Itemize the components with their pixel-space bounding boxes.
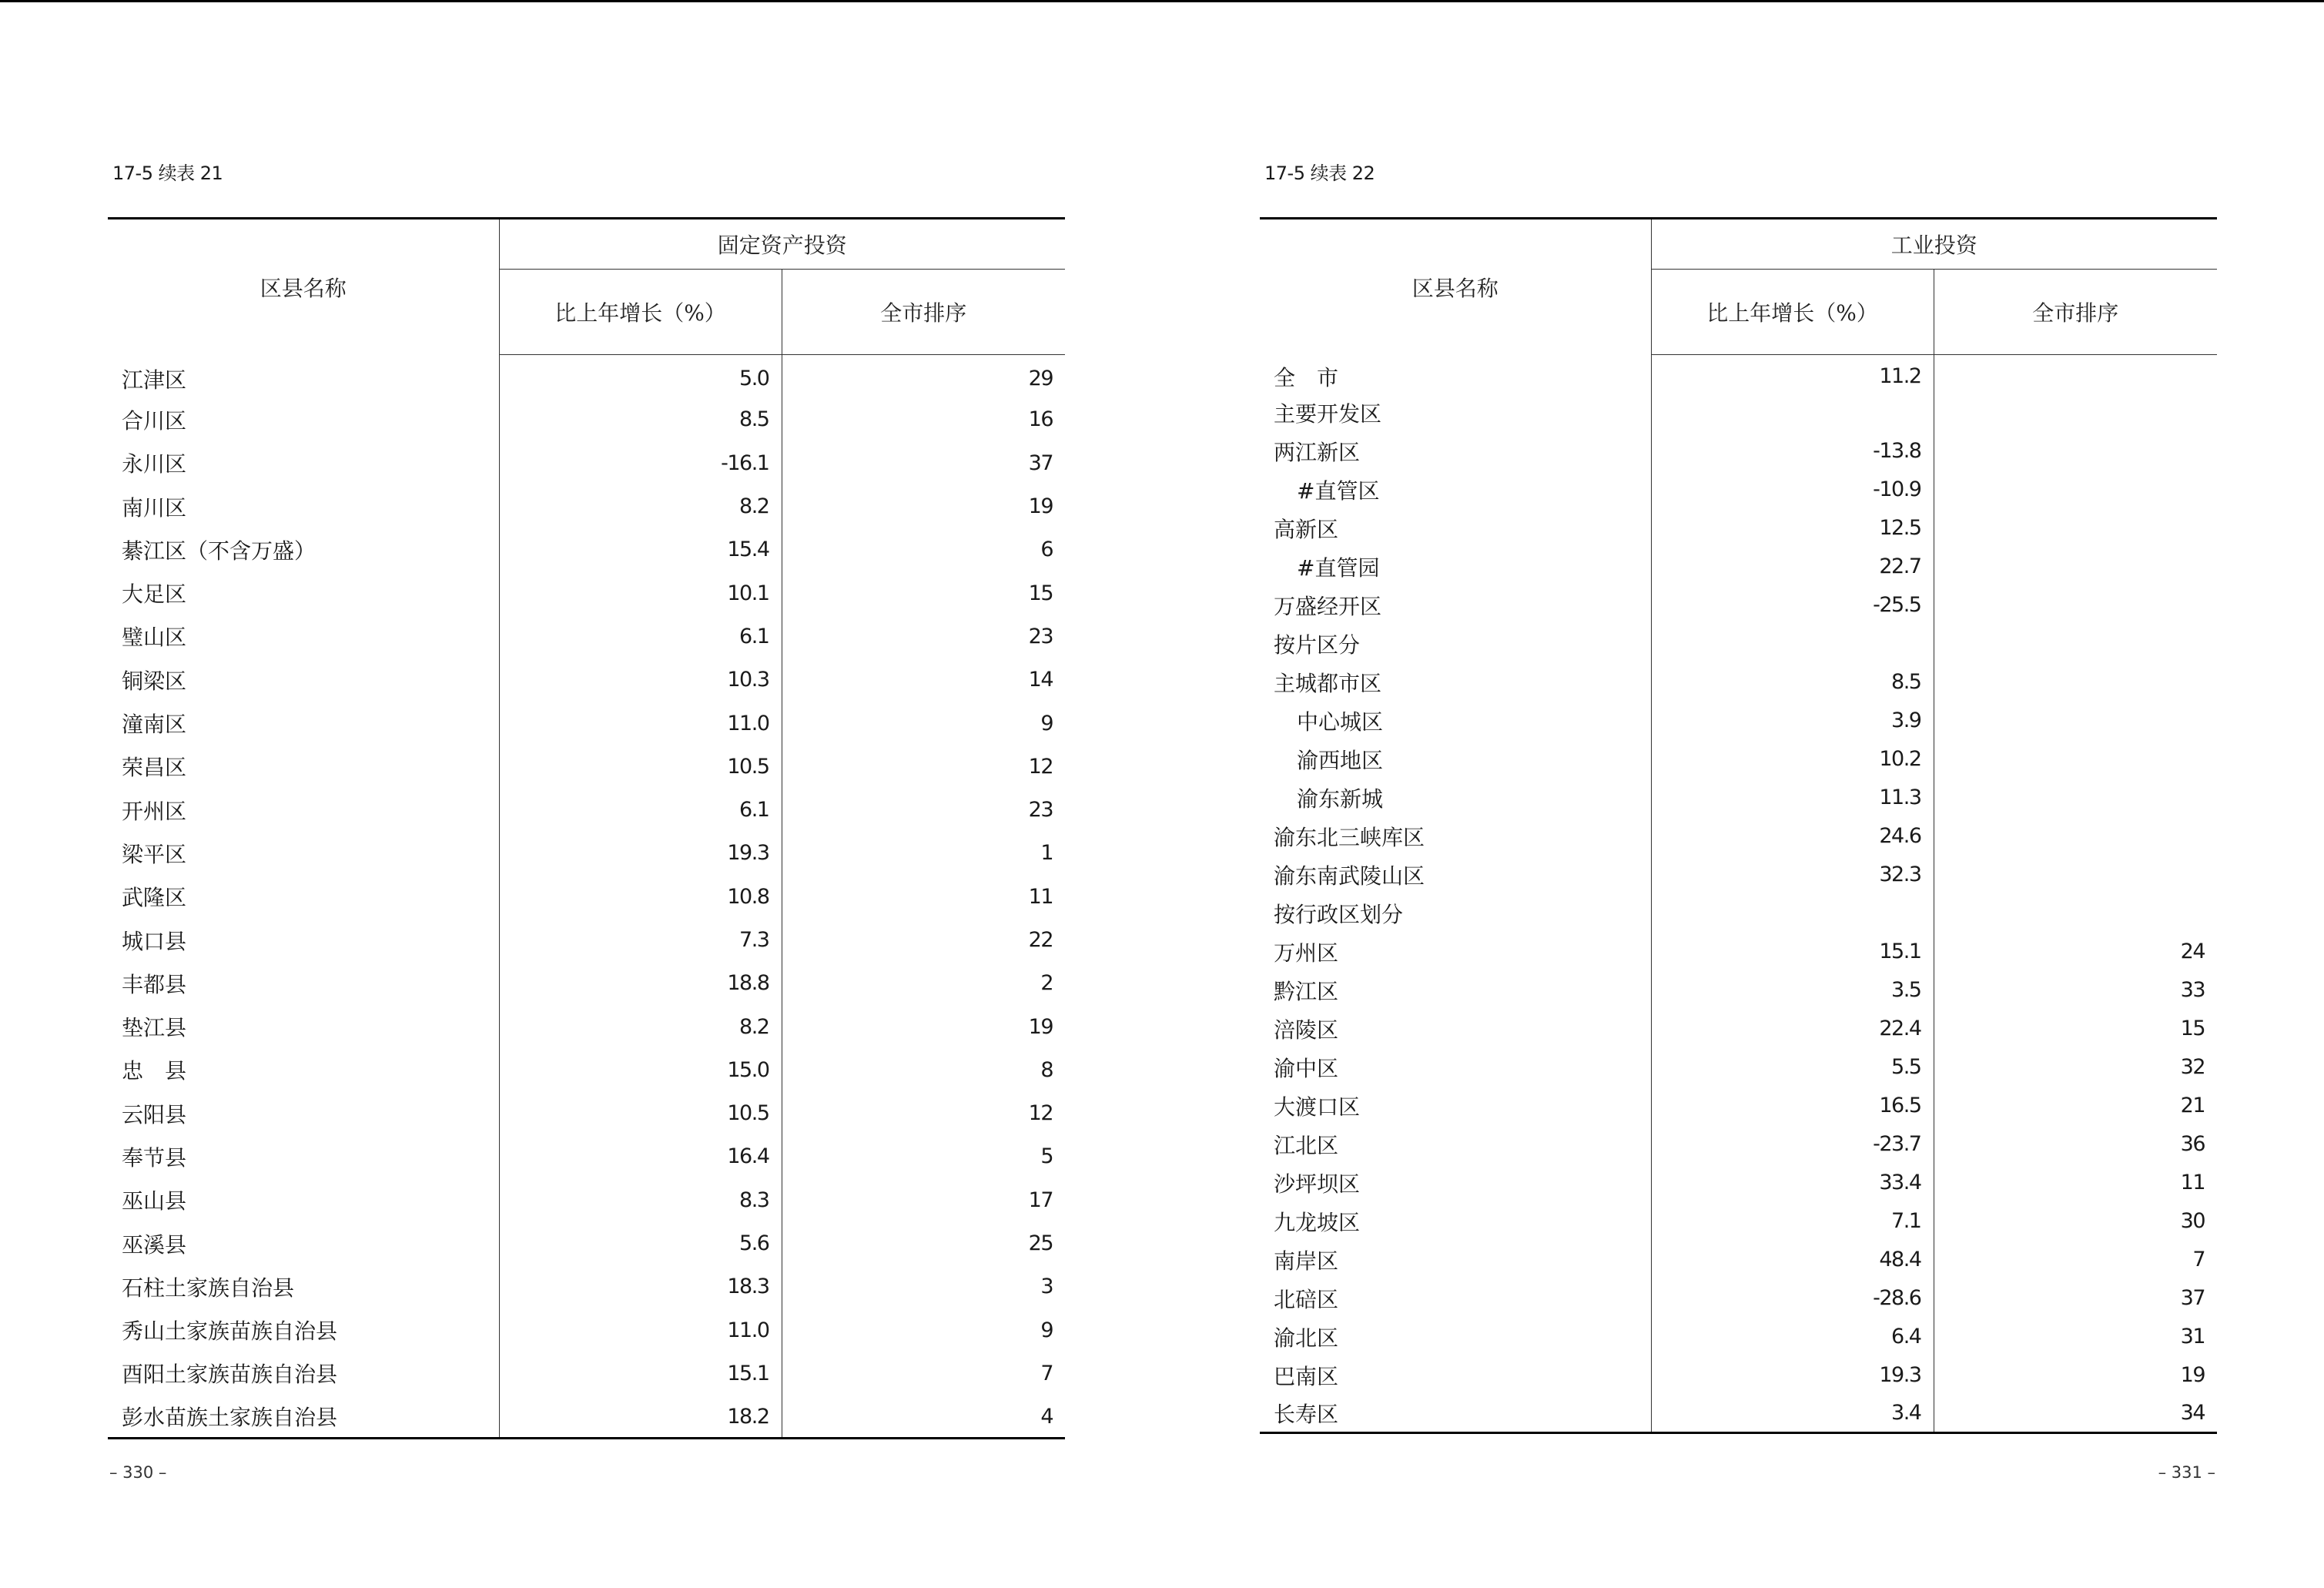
growth-cell: 7.3 bbox=[499, 918, 782, 961]
growth-cell: 48.4 bbox=[1651, 1241, 1934, 1279]
growth-cell: 10.2 bbox=[1651, 740, 1934, 779]
rank-cell bbox=[1934, 625, 2217, 663]
table-row bbox=[1260, 933, 2217, 971]
table-row bbox=[1260, 1279, 2217, 1318]
district-name-cell: 奉节县 bbox=[108, 1135, 499, 1178]
rank-cell: 19 bbox=[1028, 494, 1053, 519]
growth-cell: 10.8 bbox=[499, 875, 782, 918]
district-name-cell: 武隆区 bbox=[108, 875, 499, 918]
rank-cell: 32 bbox=[2180, 1055, 2205, 1079]
table-row bbox=[1260, 1241, 2217, 1279]
table-row bbox=[108, 788, 1065, 831]
table-row bbox=[108, 1048, 1065, 1091]
district-name-cell: 南岸区 bbox=[1260, 1241, 1651, 1279]
rank-cell bbox=[1934, 817, 2217, 856]
rank-cell: 30 bbox=[2180, 1209, 2205, 1233]
table-row bbox=[1260, 1356, 2217, 1395]
growth-cell: 6.4 bbox=[1651, 1318, 1934, 1356]
rank-cell: 7 bbox=[2192, 1248, 2205, 1271]
rank-cell bbox=[1934, 740, 2217, 779]
district-name-cell: 秀山土家族苗族自治县 bbox=[108, 1308, 499, 1352]
growth-cell: 33.4 bbox=[1651, 1164, 1934, 1202]
growth-cell: 10.5 bbox=[499, 745, 782, 788]
table-row bbox=[108, 702, 1065, 745]
rank-cell: 9 bbox=[1040, 1318, 1053, 1342]
growth-cell: 7.1 bbox=[1651, 1202, 1934, 1241]
industrial-investment-table bbox=[1260, 217, 2217, 1434]
rank-cell: 15 bbox=[1028, 581, 1053, 605]
table-row bbox=[108, 398, 1065, 441]
growth-cell: 10.3 bbox=[499, 658, 782, 702]
table-row bbox=[108, 1265, 1065, 1308]
district-name-cell: 九龙坡区 bbox=[1260, 1202, 1651, 1241]
rank-cell: 8 bbox=[1040, 1057, 1053, 1082]
district-name-cell: 全 市 bbox=[1260, 355, 1651, 394]
rank-cell bbox=[1934, 856, 2217, 894]
growth-cell: 24.6 bbox=[1651, 817, 1934, 856]
table-row bbox=[1260, 1010, 2217, 1048]
right-page bbox=[1260, 0, 2217, 1588]
table-caption: 17-5 续表 22 bbox=[1264, 162, 1375, 184]
growth-cell: 32.3 bbox=[1651, 856, 1934, 894]
rank-cell bbox=[1934, 702, 2217, 740]
table-row bbox=[1260, 817, 2217, 856]
growth-cell: 5.0 bbox=[499, 355, 782, 398]
table-row bbox=[108, 1221, 1065, 1265]
page-number: – 330 – bbox=[109, 1463, 167, 1482]
growth-cell: 12.5 bbox=[1651, 509, 1934, 548]
district-name-cell: 城口县 bbox=[108, 918, 499, 961]
rank-cell bbox=[1934, 548, 2217, 586]
district-name-cell: 江津区 bbox=[108, 355, 499, 398]
growth-cell: -16.1 bbox=[499, 441, 782, 484]
rank-cell: 4 bbox=[1040, 1404, 1053, 1429]
growth-cell bbox=[1651, 625, 1934, 663]
rank-cell bbox=[1934, 663, 2217, 702]
left-page bbox=[108, 0, 1065, 1588]
growth-cell: 19.3 bbox=[1651, 1356, 1934, 1395]
table-row bbox=[1260, 471, 2217, 509]
rank-cell: 17 bbox=[1028, 1188, 1053, 1212]
growth-cell: 3.5 bbox=[1651, 971, 1934, 1010]
rank-cell: 25 bbox=[1028, 1231, 1053, 1256]
growth-cell: 15.0 bbox=[499, 1048, 782, 1091]
column-header-growth: 比上年增长（%） bbox=[1651, 270, 1934, 355]
district-name-cell: 忠 县 bbox=[108, 1048, 499, 1091]
table-row bbox=[108, 1005, 1065, 1048]
district-name-cell: 按行政区划分 bbox=[1260, 894, 1651, 933]
table-row bbox=[108, 832, 1065, 875]
growth-cell: 8.2 bbox=[499, 484, 782, 528]
growth-cell: -28.6 bbox=[1651, 1279, 1934, 1318]
district-name-cell: 云阳县 bbox=[108, 1092, 499, 1135]
column-group-header: 工业投资 bbox=[1651, 219, 2217, 270]
column-header-district: 区县名称 bbox=[1260, 219, 1651, 355]
district-name-cell: 万盛经开区 bbox=[1260, 586, 1651, 625]
district-name-cell: 大渡口区 bbox=[1260, 1087, 1651, 1125]
growth-cell: -23.7 bbox=[1651, 1125, 1934, 1164]
growth-cell: 8.5 bbox=[1651, 663, 1934, 702]
table-row bbox=[108, 1092, 1065, 1135]
table-row bbox=[108, 1308, 1065, 1352]
column-header-growth: 比上年增长（%） bbox=[499, 270, 782, 355]
district-name-cell: 两江新区 bbox=[1260, 432, 1651, 471]
district-name-cell: 主城都市区 bbox=[1260, 663, 1651, 702]
table-row bbox=[1260, 586, 2217, 625]
district-name-cell: 荣昌区 bbox=[108, 745, 499, 788]
growth-cell: -10.9 bbox=[1651, 471, 1934, 509]
rank-cell: 36 bbox=[2180, 1132, 2205, 1156]
district-name-cell: 渝东北三峡库区 bbox=[1260, 817, 1651, 856]
rank-cell bbox=[1934, 894, 2217, 933]
district-name-cell: 璧山区 bbox=[108, 615, 499, 658]
rank-cell: 21 bbox=[2180, 1094, 2205, 1117]
table-row bbox=[1260, 1318, 2217, 1356]
rank-cell: 12 bbox=[1028, 1101, 1053, 1126]
growth-cell: 5.6 bbox=[499, 1221, 782, 1265]
district-name-cell: 渝西地区 bbox=[1260, 740, 1651, 779]
table-row bbox=[1260, 1087, 2217, 1125]
table-row bbox=[108, 918, 1065, 961]
rank-cell: 7 bbox=[1040, 1361, 1053, 1385]
table-row bbox=[108, 658, 1065, 702]
table-row bbox=[1260, 894, 2217, 933]
table-row bbox=[1260, 1395, 2217, 1433]
table-row bbox=[108, 745, 1065, 788]
district-name-cell: 主要开发区 bbox=[1260, 394, 1651, 432]
table-row bbox=[1260, 355, 2217, 394]
rank-cell: 12 bbox=[1028, 754, 1053, 779]
growth-cell: 15.4 bbox=[499, 528, 782, 571]
district-name-cell: 高新区 bbox=[1260, 509, 1651, 548]
rank-cell: 5 bbox=[1040, 1144, 1053, 1169]
table-row bbox=[108, 615, 1065, 658]
rank-cell: 19 bbox=[1028, 1014, 1053, 1039]
district-name-cell: 南川区 bbox=[108, 484, 499, 528]
table-row bbox=[108, 355, 1065, 398]
table-row bbox=[1260, 971, 2217, 1010]
column-header-district: 区县名称 bbox=[108, 219, 499, 355]
growth-cell: 15.1 bbox=[499, 1352, 782, 1395]
rank-cell: 31 bbox=[2180, 1325, 2205, 1348]
growth-cell: -25.5 bbox=[1651, 586, 1934, 625]
growth-cell: 6.1 bbox=[499, 788, 782, 831]
table-row bbox=[1260, 1164, 2217, 1202]
district-name-cell: 垫江县 bbox=[108, 1005, 499, 1048]
growth-cell: 6.1 bbox=[499, 615, 782, 658]
growth-cell: 11.0 bbox=[499, 702, 782, 745]
table-row bbox=[108, 1352, 1065, 1395]
district-name-cell: 黔江区 bbox=[1260, 971, 1651, 1010]
district-name-cell: 巴南区 bbox=[1260, 1356, 1651, 1395]
table-caption: 17-5 续表 21 bbox=[112, 162, 223, 184]
table-row bbox=[108, 528, 1065, 571]
district-name-cell: 渝中区 bbox=[1260, 1048, 1651, 1087]
rank-cell bbox=[1934, 432, 2217, 471]
district-name-cell: 潼南区 bbox=[108, 702, 499, 745]
rank-cell: 11 bbox=[1028, 884, 1053, 909]
table-row bbox=[1260, 432, 2217, 471]
district-name-cell: #直管区 bbox=[1260, 471, 1651, 509]
growth-cell bbox=[1651, 894, 1934, 933]
rank-cell bbox=[1934, 355, 2217, 394]
district-name-cell: 酉阳土家族苗族自治县 bbox=[108, 1352, 499, 1395]
table-row bbox=[108, 1178, 1065, 1221]
page-number: – 331 – bbox=[2158, 1463, 2215, 1482]
growth-cell: 8.5 bbox=[499, 398, 782, 441]
growth-cell: 3.9 bbox=[1651, 702, 1934, 740]
district-name-cell: 涪陵区 bbox=[1260, 1010, 1651, 1048]
district-name-cell: 合川区 bbox=[108, 398, 499, 441]
district-name-cell: 开州区 bbox=[108, 788, 499, 831]
rank-cell: 16 bbox=[1028, 407, 1053, 432]
growth-cell: 10.5 bbox=[499, 1092, 782, 1135]
district-name-cell: 巫山县 bbox=[108, 1178, 499, 1221]
table-row bbox=[1260, 548, 2217, 586]
column-header-rank: 全市排序 bbox=[1934, 270, 2217, 355]
table-row bbox=[1260, 1125, 2217, 1164]
district-name-cell: 万州区 bbox=[1260, 933, 1651, 971]
rank-cell: 29 bbox=[1028, 367, 1053, 391]
district-name-cell: 渝北区 bbox=[1260, 1318, 1651, 1356]
growth-cell: 22.7 bbox=[1651, 548, 1934, 586]
rank-cell: 14 bbox=[1028, 668, 1053, 692]
district-name-cell: 渝东新城 bbox=[1260, 779, 1651, 817]
district-name-cell: 石柱土家族自治县 bbox=[108, 1265, 499, 1308]
growth-cell: 3.4 bbox=[1651, 1395, 1934, 1433]
district-name-cell: 北碚区 bbox=[1260, 1279, 1651, 1318]
table-row bbox=[108, 962, 1065, 1005]
table-row bbox=[108, 1395, 1065, 1439]
growth-cell: 19.3 bbox=[499, 832, 782, 875]
district-name-cell: 巫溪县 bbox=[108, 1221, 499, 1265]
growth-cell: 16.5 bbox=[1651, 1087, 1934, 1125]
rank-cell: 22 bbox=[1028, 928, 1053, 952]
growth-cell: 16.4 bbox=[499, 1135, 782, 1178]
table-row bbox=[1260, 1048, 2217, 1087]
table-row bbox=[1260, 663, 2217, 702]
growth-cell: 18.8 bbox=[499, 962, 782, 1005]
growth-cell: 8.2 bbox=[499, 1005, 782, 1048]
growth-cell: 11.2 bbox=[1651, 355, 1934, 394]
rank-cell: 15 bbox=[2180, 1017, 2205, 1040]
table-row bbox=[1260, 625, 2217, 663]
rank-cell: 23 bbox=[1028, 798, 1053, 822]
district-name-cell: 江北区 bbox=[1260, 1125, 1651, 1164]
district-name-cell: 中心城区 bbox=[1260, 702, 1651, 740]
table-row bbox=[1260, 509, 2217, 548]
rank-cell: 3 bbox=[1040, 1275, 1053, 1299]
table-row bbox=[1260, 1202, 2217, 1241]
district-name-cell: 铜梁区 bbox=[108, 658, 499, 702]
table-row bbox=[1260, 740, 2217, 779]
growth-cell: 15.1 bbox=[1651, 933, 1934, 971]
district-name-cell: 沙坪坝区 bbox=[1260, 1164, 1651, 1202]
table-row bbox=[108, 441, 1065, 484]
district-name-cell: 彭水苗族土家族自治县 bbox=[108, 1395, 499, 1439]
district-name-cell: 渝东南武陵山区 bbox=[1260, 856, 1651, 894]
growth-cell: 22.4 bbox=[1651, 1010, 1934, 1048]
district-name-cell: 丰都县 bbox=[108, 962, 499, 1005]
table-row bbox=[108, 571, 1065, 615]
rank-cell: 6 bbox=[1040, 538, 1053, 562]
table-row bbox=[1260, 856, 2217, 894]
rank-cell: 9 bbox=[1040, 711, 1053, 735]
district-name-cell: 长寿区 bbox=[1260, 1395, 1651, 1433]
growth-cell: 18.3 bbox=[499, 1265, 782, 1308]
district-name-cell: #直管园 bbox=[1260, 548, 1651, 586]
growth-cell: -13.8 bbox=[1651, 432, 1934, 471]
table-row bbox=[1260, 702, 2217, 740]
rank-cell bbox=[1934, 779, 2217, 817]
column-group-header: 固定资产投资 bbox=[499, 219, 1065, 270]
rank-cell: 37 bbox=[2180, 1286, 2205, 1310]
district-name-cell: 梁平区 bbox=[108, 832, 499, 875]
table-row bbox=[1260, 779, 2217, 817]
table-row bbox=[108, 484, 1065, 528]
rank-cell: 2 bbox=[1040, 971, 1053, 996]
growth-cell: 11.0 bbox=[499, 1308, 782, 1352]
table-row bbox=[1260, 394, 2217, 432]
rank-cell bbox=[1934, 394, 2217, 432]
rank-cell: 11 bbox=[2180, 1171, 2205, 1194]
table-body bbox=[1260, 355, 2217, 1433]
rank-cell: 19 bbox=[2180, 1363, 2205, 1387]
rank-cell: 34 bbox=[2180, 1401, 2205, 1426]
district-name-cell: 按片区分 bbox=[1260, 625, 1651, 663]
rank-cell bbox=[1934, 471, 2217, 509]
district-name-cell: 綦江区（不含万盛） bbox=[108, 528, 499, 571]
column-header-rank: 全市排序 bbox=[782, 270, 1065, 355]
table-body bbox=[108, 355, 1065, 1439]
rank-cell: 37 bbox=[1028, 451, 1053, 475]
growth-cell bbox=[1651, 394, 1934, 432]
rank-cell: 23 bbox=[1028, 624, 1053, 648]
fixed-asset-investment-table bbox=[108, 217, 1065, 1439]
rank-cell bbox=[1934, 586, 2217, 625]
rank-cell: 24 bbox=[2180, 940, 2205, 963]
growth-cell: 10.1 bbox=[499, 571, 782, 615]
growth-cell: 5.5 bbox=[1651, 1048, 1934, 1087]
district-name-cell: 大足区 bbox=[108, 571, 499, 615]
growth-cell: 18.2 bbox=[499, 1395, 782, 1439]
growth-cell: 11.3 bbox=[1651, 779, 1934, 817]
rank-cell bbox=[1934, 509, 2217, 548]
table-row bbox=[108, 1135, 1065, 1178]
growth-cell: 8.3 bbox=[499, 1178, 782, 1221]
district-name-cell: 永川区 bbox=[108, 441, 499, 484]
rank-cell: 1 bbox=[1040, 841, 1053, 866]
rank-cell: 33 bbox=[2180, 978, 2205, 1002]
table-row bbox=[108, 875, 1065, 918]
